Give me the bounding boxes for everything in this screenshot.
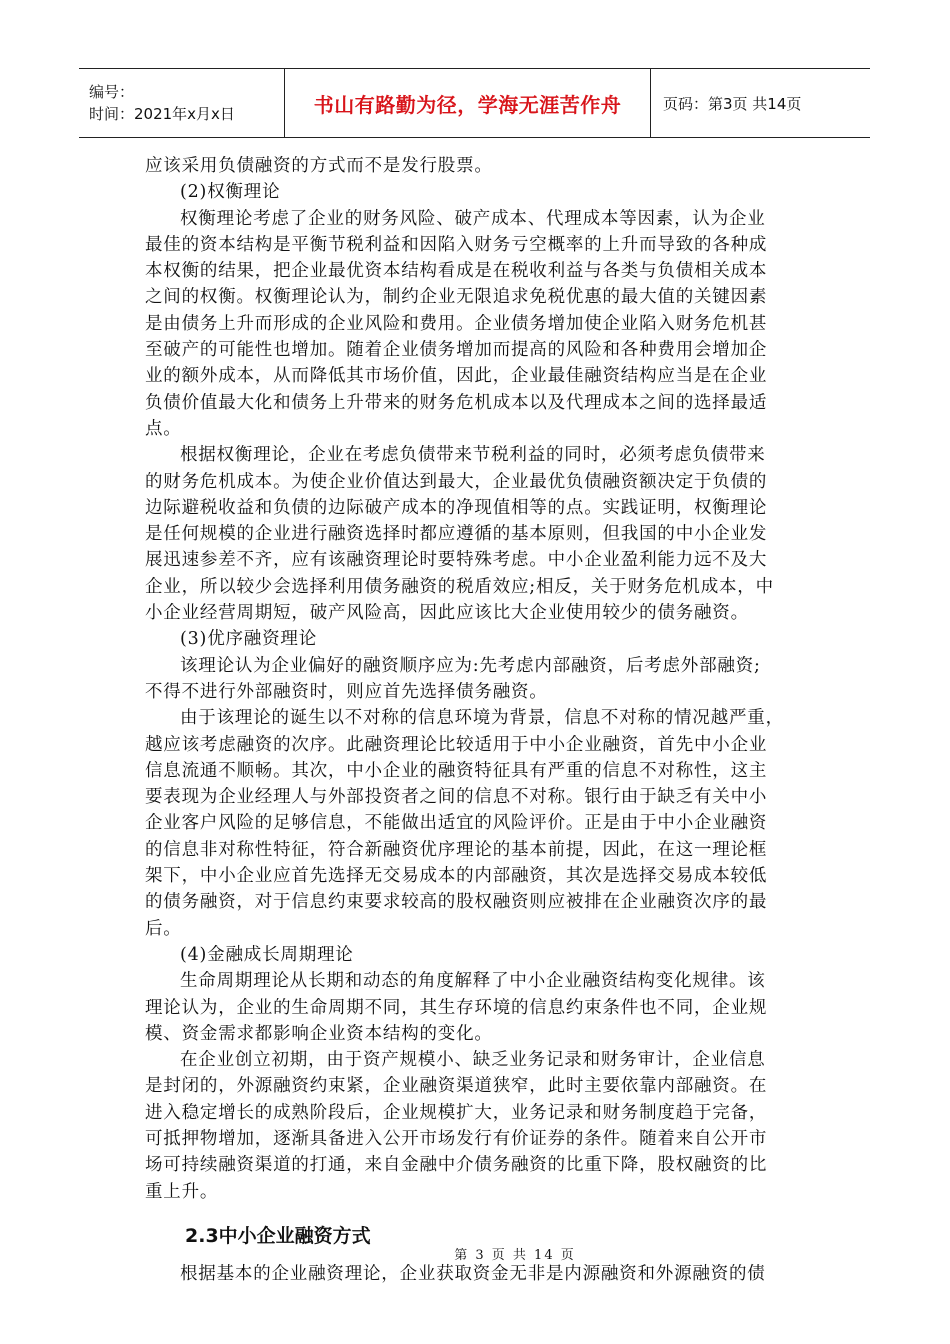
text-line: 负债价值最大化和债务上升带来的财务危机成本以及代理成本之间的选择最适 xyxy=(145,392,768,413)
text-line: 可抵押物增加，逐渐具备进入公开市场发行有价证券的条件。随着来自公开市 xyxy=(145,1128,768,1149)
page-footer: 第 3 页 共 14 页 xyxy=(454,1248,576,1263)
text-line: 重上升。 xyxy=(145,1181,219,1202)
text-line: 的债务融资，对于信息约束要求较高的股权融资则应被排在企业融资次序的最 xyxy=(145,892,768,913)
header-meta xyxy=(79,69,284,137)
document-number: 编号： xyxy=(89,83,135,101)
text-line: 生命周期理论从长期和动态的角度解释了中小企业融资结构变化规律。该 xyxy=(180,971,766,992)
document-body xyxy=(145,153,810,1287)
motto-text: 书山有路勤为径，学海无涯苦作舟 xyxy=(313,92,622,117)
text-line: 后。 xyxy=(145,918,182,939)
text-line: 至破产的可能性也增加。随着企业债务增加而提高的风险和各种费用会增加企 xyxy=(145,340,768,361)
text-line: 根据基本的企业融资理论，企业获取资金无非是内源融资和外源融资的债 xyxy=(180,1263,766,1284)
text-line: 越应该考虑融资的次序。此融资理论比较适用于中小企业融资，首先中小企业 xyxy=(145,734,768,755)
text-line: 企业，所以较少会选择利用债务融资的税盾效应;相反，关于财务危机成本，中 xyxy=(145,576,774,597)
header-motto-cell xyxy=(284,69,651,137)
text-line: 由于该理论的诞生以不对称的信息环境为背景，信息不对称的情况越严重， xyxy=(180,708,784,729)
text-line: 企业客户风险的足够信息，不能做出适宜的风险评价。正是由于中小企业融资 xyxy=(145,813,768,834)
text-line: 小企业经营周期短，破产风险高，因此应该比大企业使用较少的债务融资。 xyxy=(145,603,749,624)
header-page-info: 页码：第3页 共14页 xyxy=(663,94,802,113)
text-line: 架下，中小企业应首先选择无交易成本的内部融资，其次是选择交易成本较低 xyxy=(145,866,768,887)
text-line: 的信息非对称性特征，符合新融资优序理论的基本前提，因此，在这一理论框 xyxy=(145,839,768,860)
text-line: 根据权衡理论，企业在考虑负债带来节税利益的同时，必须考虑负债带来 xyxy=(180,445,766,466)
text-line: 要表现为企业经理人与外部投资者之间的信息不对称。银行由于缺乏有关中小 xyxy=(145,787,768,808)
text-line: 是封闭的，外源融资约束紧，企业融资渠道狭窄，此时主要依靠内部融资。在 xyxy=(145,1076,768,1097)
text-line: 是由债务上升而形成的企业风险和费用。企业债务增加使企业陷入财务危机甚 xyxy=(145,313,768,334)
text-line: 理论认为，企业的生命周期不同，其生存环境的信息约束条件也不同，企业规 xyxy=(145,997,768,1018)
section-heading: 2.3中小企业融资方式 xyxy=(185,1224,371,1247)
text-line: 信息流通不顺畅。其次，中小企业的融资特征具有严重的信息不对称性，这主 xyxy=(145,760,768,781)
text-line: 在企业创立初期，由于资产规模小、缺乏业务记录和财务审计，企业信息 xyxy=(180,1050,766,1071)
subsection-title: (2)权衡理论 xyxy=(180,182,281,203)
text-line: 点。 xyxy=(145,418,182,439)
document-time: 时间：2021年x月x日 xyxy=(89,105,235,123)
text-line: 不得不进行外部融资时，则应首先选择债务融资。 xyxy=(145,681,548,702)
text-line: 该理论认为企业偏好的融资顺序应为:先考虑内部融资，后考虑外部融资; xyxy=(180,655,761,676)
subsection-title: (3)优序融资理论 xyxy=(180,629,317,650)
text-line: 之间的权衡。权衡理论认为，制约企业无限追求免税优惠的最大值的关键因素 xyxy=(145,287,768,308)
text-line: 进入稳定增长的成熟阶段后，企业规模扩大，业务记录和财务制度趋于完备， xyxy=(145,1102,768,1123)
text-line: 场可持续融资渠道的打通，来自金融中介债务融资的比重下降，股权融资的比 xyxy=(145,1155,768,1176)
text-line: 业的额外成本，从而降低其市场价值，因此，企业最佳融资结构应当是在企业 xyxy=(145,366,768,387)
text-line: 边际避税收益和负债的边际破产成本的净现值相等的点。实践证明，权衡理论 xyxy=(145,497,768,518)
text-line: 模、资金需求都影响企业资本结构的变化。 xyxy=(145,1023,493,1044)
text-line: 展迅速参差不齐，应有该融资理论时要特殊考虑。中小企业盈利能力远不及大 xyxy=(145,550,768,571)
text-line: 最佳的资本结构是平衡节税利益和因陷入财务亏空概率的上升而导致的各种成 xyxy=(145,234,768,255)
text-line: 是任何规模的企业进行融资选择时都应遵循的基本原则，但我国的中小企业发 xyxy=(145,524,768,545)
subsection-title: (4)金融成长周期理论 xyxy=(180,944,354,965)
text-line: 本权衡的结果，把企业最优资本结构看成是在税收利益与各类与负债相关成本 xyxy=(145,261,768,282)
text-line: 权衡理论考虑了企业的财务风险、破产成本、代理成本等因素，认为企业 xyxy=(180,208,766,229)
page-header xyxy=(79,68,870,138)
text-line: 应该采用负债融资的方式而不是发行股票。 xyxy=(145,156,493,176)
text-line: 的财务危机成本。为使企业价值达到最大，企业最优负债融资额决定于负债的 xyxy=(145,471,768,492)
